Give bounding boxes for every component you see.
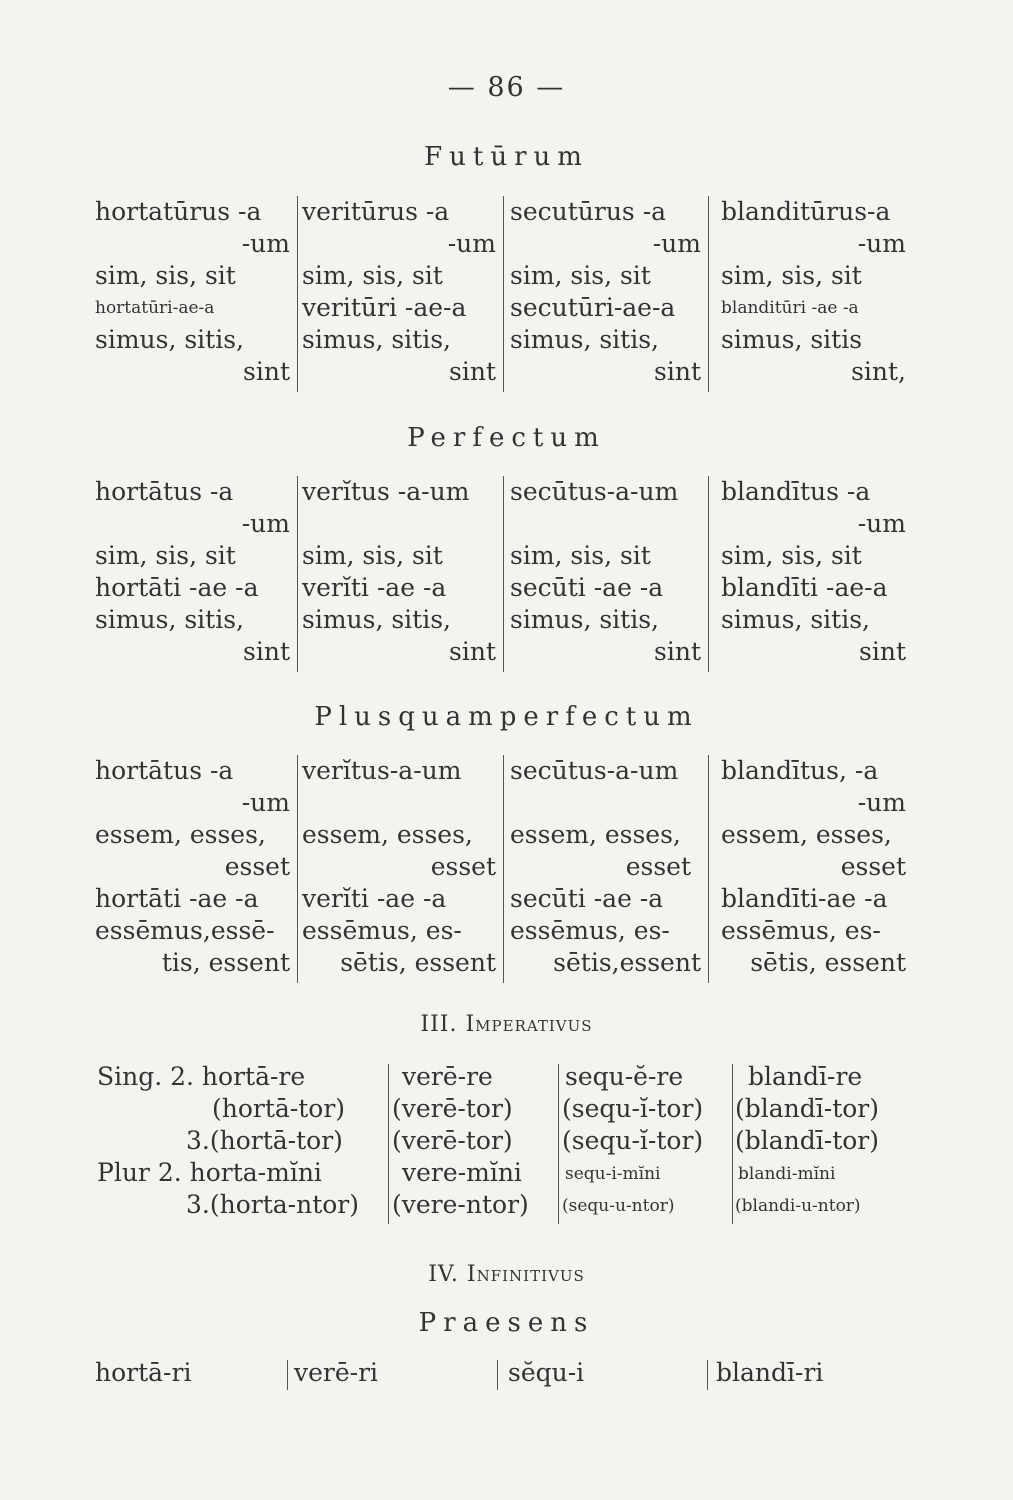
cell: 3.(hortā-tor) — [186, 1126, 343, 1155]
cell: sim, sis, sit — [95, 541, 236, 570]
cell: veritūrus -a — [302, 197, 450, 226]
cell: hortatūri-ae-a — [95, 298, 215, 318]
section-title-imperativus — [0, 1012, 1013, 1037]
cell: simus, sitis, — [95, 605, 244, 634]
perfectum-col-3 — [503, 476, 707, 672]
futurum-table — [95, 196, 915, 392]
cell: simus, sitis, — [510, 325, 659, 354]
cell: sētis,essent — [553, 948, 701, 977]
cell: hortā-ri — [95, 1358, 192, 1387]
cell: blandī-ri — [716, 1358, 824, 1387]
cell: sim, sis, sit — [302, 261, 443, 290]
cell: (blandī-tor) — [735, 1094, 880, 1123]
cell: veritūri -ae-a — [302, 293, 467, 322]
cell: simus, sitis, — [510, 605, 659, 634]
cell: hortātus -a — [95, 477, 234, 506]
cell: sint — [449, 357, 496, 386]
cell: essem, esses, — [302, 820, 473, 849]
cell: essem, esses, — [510, 820, 681, 849]
infinitivus-title: IV. Infinitivus — [428, 1262, 585, 1287]
cell: secūtus-a-um — [510, 477, 679, 506]
cell: sequ-i-mĭni — [565, 1164, 661, 1184]
column-divider — [497, 1360, 498, 1390]
cell: 3.(horta-ntor) — [186, 1190, 360, 1219]
cell: blandī-re — [748, 1062, 863, 1091]
cell: essēmus,essē- — [95, 916, 275, 945]
cell: simus, sitis — [721, 325, 863, 354]
plusquamperfectum-col-3 — [503, 755, 707, 983]
cell: secutūri-ae-a — [510, 293, 676, 322]
cell: -um — [241, 229, 290, 258]
cell: sim, sis, sit — [302, 541, 443, 570]
cell: essēmus, es- — [721, 916, 881, 945]
cell: sim, sis, sit — [510, 261, 651, 290]
column-divider — [287, 1360, 288, 1390]
cell: -um — [857, 509, 906, 538]
cell: essem, esses, — [95, 820, 266, 849]
cell: verē-ri — [294, 1358, 379, 1387]
cell: -um — [241, 788, 290, 817]
cell: sint — [449, 637, 496, 666]
cell: blandi-mĭni — [738, 1164, 836, 1184]
cell: -um — [857, 788, 906, 817]
column-divider — [707, 1360, 708, 1390]
cell: secutūrus -a — [510, 197, 667, 226]
cell: hortāti -ae -a — [95, 884, 259, 913]
cell: blandītus -a — [721, 477, 871, 506]
cell: (sequ-u-ntor) — [562, 1196, 675, 1216]
cell: -um — [857, 229, 906, 258]
cell: sim, sis, sit — [95, 261, 236, 290]
cell: blanditūrus-a — [721, 197, 891, 226]
cell: (blandī-tor) — [735, 1126, 880, 1155]
cell: sint — [243, 357, 290, 386]
cell: hortāti -ae -a — [95, 573, 259, 602]
perfectum-table — [95, 476, 915, 672]
cell: sequ-ĕ-re — [565, 1062, 684, 1091]
column-divider — [558, 1064, 559, 1224]
cell: esset — [224, 852, 290, 881]
perfectum-col-4 — [708, 476, 914, 672]
cell: essēmus, es- — [302, 916, 462, 945]
cell: blandīti-ae -a — [721, 884, 888, 913]
section-title-infinitivus — [0, 1262, 1013, 1287]
cell: sint — [243, 637, 290, 666]
cell: Sing. 2. hortā-re — [97, 1062, 306, 1091]
cell: essem, esses, — [721, 820, 892, 849]
cell: esset — [840, 852, 906, 881]
cell: vere-mĭni — [402, 1158, 522, 1187]
cell: simus, sitis, — [95, 325, 244, 354]
column-divider — [732, 1064, 733, 1224]
cell: sētis, essent — [340, 948, 496, 977]
section-title-plusquamperfectum: Plusquamperfectum — [314, 702, 699, 732]
cell: blandītus, -a — [721, 756, 879, 785]
cell: hortatūrus -a — [95, 197, 262, 226]
plusquamperfectum-col-4 — [708, 755, 914, 983]
cell: -um — [447, 229, 496, 258]
cell: sim, sis, sit — [721, 261, 862, 290]
page-number: — 86 — — [447, 72, 566, 103]
cell: sētis, essent — [750, 948, 906, 977]
cell: (sequ-ĭ-tor) — [562, 1126, 704, 1155]
imperativus-title: III. Imperativus — [420, 1012, 593, 1037]
cell: (verē-tor) — [392, 1126, 513, 1155]
cell: -um — [241, 509, 290, 538]
section-subtitle-praesens: Praesens — [418, 1308, 595, 1338]
plusquamperfectum-table — [95, 755, 915, 983]
cell: simus, sitis, — [302, 605, 451, 634]
cell: simus, sitis, — [721, 605, 870, 634]
cell: tis, essent — [161, 948, 290, 977]
section-title-futurum: Futūrum — [424, 142, 589, 172]
cell: blanditūri -ae -a — [721, 298, 859, 318]
futurum-col-3 — [503, 196, 707, 392]
perfectum-col-2 — [297, 476, 502, 672]
cell: sĕqu-i — [508, 1358, 585, 1387]
cell: sint — [654, 637, 701, 666]
cell: blandīti -ae-a — [721, 573, 888, 602]
cell: sint — [859, 637, 906, 666]
plusquamperfectum-col-2 — [297, 755, 502, 983]
section-title-perfectum: Perfectum — [407, 423, 606, 453]
cell: hortātus -a — [95, 756, 234, 785]
cell: secūtus-a-um — [510, 756, 679, 785]
cell: -um — [652, 229, 701, 258]
futurum-col-4 — [708, 196, 914, 392]
cell: sim, sis, sit — [510, 541, 651, 570]
cell: simus, sitis, — [302, 325, 451, 354]
cell: verĭti -ae -a — [302, 884, 447, 913]
imperativus-table — [0, 1060, 1013, 1230]
cell: (verē-tor) — [392, 1094, 513, 1123]
cell: verĭtus -a-um — [302, 477, 470, 506]
cell: esset — [430, 852, 496, 881]
cell: esset — [625, 852, 691, 881]
cell: secūti -ae -a — [510, 884, 664, 913]
cell: (vere-ntor) — [392, 1190, 529, 1219]
cell: verĭti -ae -a — [302, 573, 447, 602]
cell: secūti -ae -a — [510, 573, 664, 602]
infinitivus-row — [0, 1358, 1013, 1392]
cell: Plur 2. horta-mĭni — [97, 1158, 322, 1187]
cell: sim, sis, sit — [721, 541, 862, 570]
cell: verē-re — [402, 1062, 493, 1091]
cell: (sequ-ĭ-tor) — [562, 1094, 704, 1123]
cell: (blandi-u-ntor) — [735, 1196, 861, 1216]
column-divider — [388, 1064, 389, 1224]
cell: (hortā-tor) — [212, 1094, 346, 1123]
futurum-col-2 — [297, 196, 502, 392]
cell: essēmus, es- — [510, 916, 670, 945]
cell: verĭtus-a-um — [302, 756, 462, 785]
cell: sint — [654, 357, 701, 386]
cell: sint, — [851, 357, 906, 386]
